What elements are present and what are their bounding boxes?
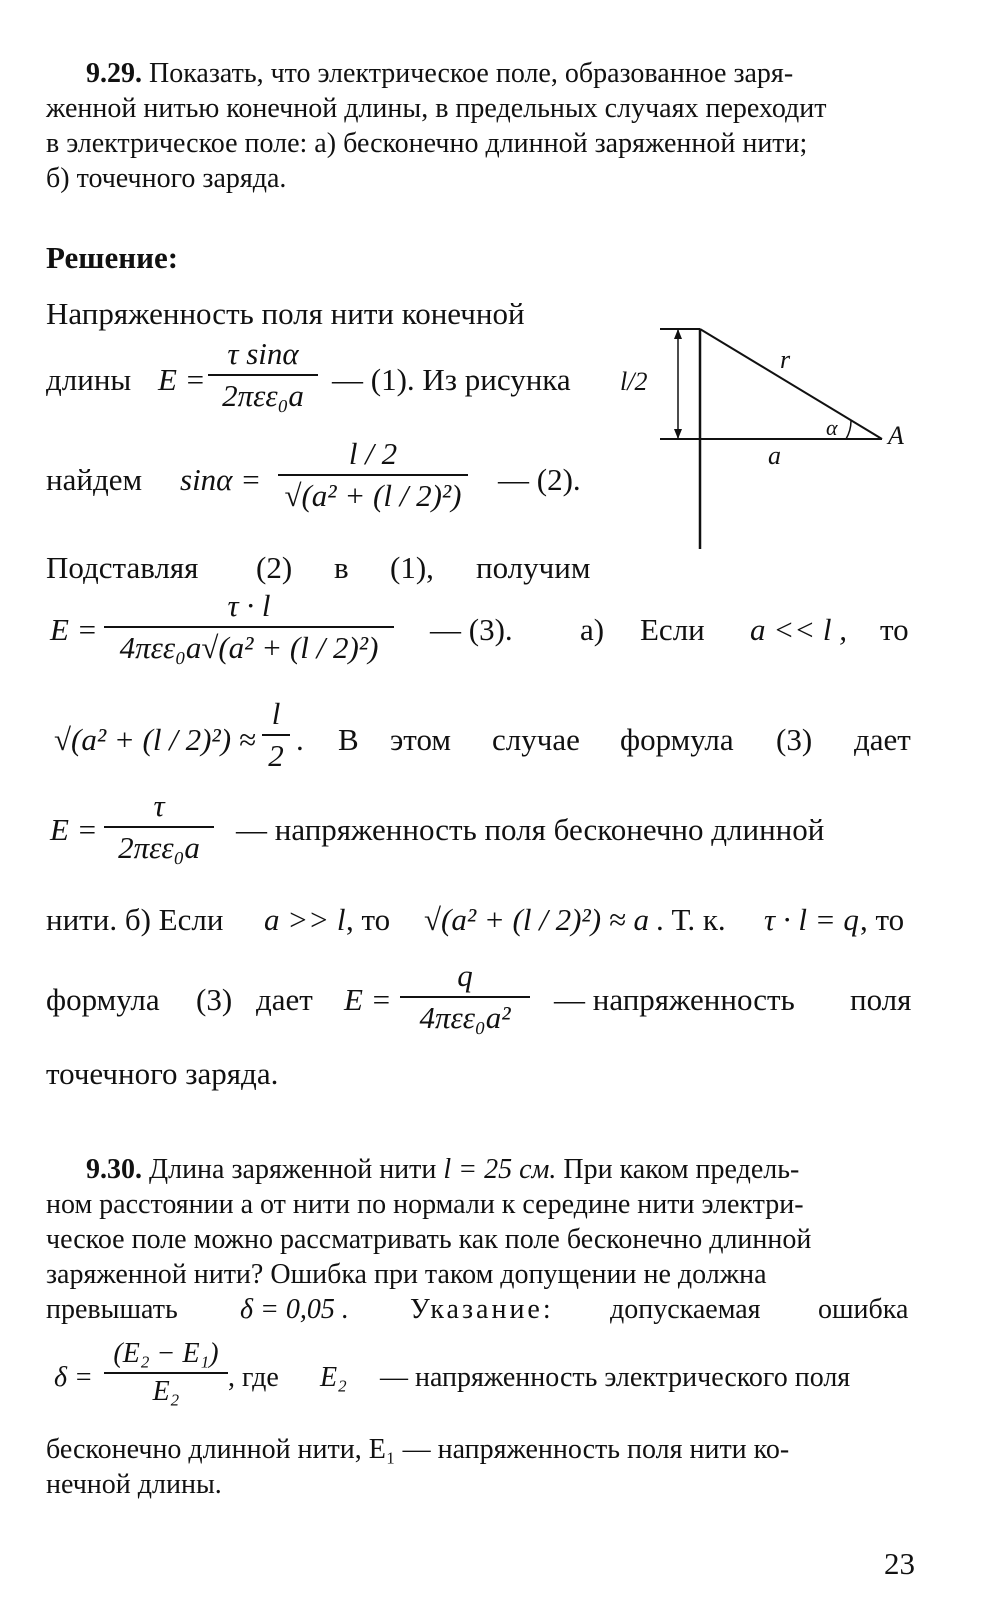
problem-930-line-3: ческое поле можно рассматривать как поле бесконечно длинной (46, 1224, 812, 1255)
solution-text-4d: (1), (390, 550, 434, 585)
problem-number: 9.30. (86, 1154, 142, 1185)
problem-929-line-4: б) точечного заряда. (46, 163, 287, 194)
solution-text-2b: — (1). Из рисунка (332, 362, 571, 397)
problem-930-line-1: 9.30. Длина заряженной нити l = 25 см. При каком предель- (86, 1154, 800, 1185)
solution-text-9a: формула (46, 982, 160, 1017)
solution-text-8g: , то (860, 902, 905, 937)
eq3-fraction (104, 588, 394, 666)
solution-text-4b: (2) (256, 550, 293, 585)
problem-930-line-7: бесконечно длинной нити, E₁ — напряженность поля нити ко- (46, 1434, 790, 1465)
solution-text-4a: Подставляя (46, 550, 199, 585)
solution-text-3b: — (2). (498, 462, 581, 497)
arrow-down-icon (674, 429, 682, 439)
solution-text-8c: , то (346, 902, 391, 937)
eq6-numerator: q (457, 958, 473, 993)
label-r: r (780, 345, 791, 374)
hypotenuse-r (700, 329, 882, 439)
label-half-length: l/2 (620, 367, 648, 396)
solution-text-4c: в (334, 550, 349, 585)
label-alpha: α (826, 415, 838, 440)
problem-930-line-6c: — напряженность электрического поля (380, 1362, 851, 1393)
eq1-lhs: E = (158, 362, 206, 397)
page-number: 23 (884, 1546, 915, 1581)
delta-eq-fraction (104, 1338, 228, 1408)
eq2-numerator: l / 2 (348, 436, 398, 471)
delta-eq-lhs: δ = (54, 1362, 93, 1393)
solution-text-10: точечного заряда. (46, 1056, 279, 1091)
problem-930-line-4: заряженной нити? Ошибка при таком допущении не должна (46, 1259, 767, 1290)
fraction-bar (104, 626, 394, 628)
problem-930-line-5a: превышать (46, 1294, 178, 1325)
problem-number: 9.29. (86, 58, 142, 89)
eq6-lhs: E = (344, 982, 392, 1017)
eq3-denominator: 4πεε₀a√(a² + (l / 2)²) (119, 630, 379, 665)
solution-text-8f: τ · l = q (764, 902, 859, 937)
solution-text-6f: (3) (776, 722, 813, 757)
solution-text-1: Напряженность поля нити конечной (46, 296, 525, 331)
solution-text-6e: формула (620, 722, 734, 757)
solution-text-6a: . (296, 722, 304, 757)
eq6-fraction (400, 958, 530, 1036)
solution-text-6g: дает (854, 722, 911, 757)
eq5-numerator: τ (153, 788, 165, 823)
eq4-fraction (262, 696, 290, 774)
solution-text-9b: (3) (196, 982, 233, 1017)
solution-text-8e: . Т. к. (656, 902, 726, 937)
solution-text-8b: a >> l (264, 902, 346, 937)
solution-text-3a: найдем (46, 462, 143, 497)
fraction-bar (262, 734, 290, 736)
eq1-numerator: τ sinα (227, 336, 299, 371)
delta-eq-numerator: (E₂ − E₁) (113, 1338, 219, 1369)
solution-text-6b: В (338, 722, 359, 757)
fraction-bar (208, 374, 318, 376)
figure-svg (620, 315, 920, 560)
solution-text-5d: a << l , (750, 612, 847, 647)
eq5-fraction (104, 788, 214, 866)
problem-929-line-3: в электрическое поле: а) бесконечно длинной заряженной нити; (46, 128, 808, 159)
eq1-denominator: 2πεε₀a (222, 378, 304, 413)
solution-heading: Решение: (46, 240, 179, 275)
solution-text-5b: а) (580, 612, 605, 647)
solution-text-8a: нити. б) Если (46, 902, 224, 937)
solution-text-9c: дает (256, 982, 313, 1017)
solution-text-7: — напряженность поля бесконечно длинной (236, 812, 825, 847)
problem-930-line-2: ном расстоянии a от нити по нормали к середине нити электри- (46, 1189, 804, 1220)
eq3-lhs: E = (50, 612, 98, 647)
solution-text-8d: √(a² + (l / 2)²) ≈ a (424, 902, 650, 937)
fraction-bar (400, 996, 530, 998)
arrow-up-icon (674, 329, 682, 339)
fraction-bar (104, 826, 214, 828)
solution-text-5e: то (880, 612, 909, 647)
eq2-fraction (278, 436, 468, 514)
solution-text-2a: длины (46, 362, 132, 397)
problem-930-line-5e: ошибка (818, 1294, 909, 1325)
problem-930-line-5d: допускаемая (610, 1294, 761, 1325)
eq4-denominator: 2 (268, 738, 284, 773)
label-distance-a: a (768, 441, 781, 470)
delta-eq-denominator: E₂ (152, 1376, 180, 1407)
problem-929-line-2: женной нитью конечной длины, в предельных случаях переходит (46, 93, 827, 124)
problem-930-line-5c: Указание: (410, 1294, 554, 1325)
eq3-numerator: τ · l (227, 588, 271, 623)
problem-930-line-6a: , где (228, 1362, 279, 1393)
angle-arc (846, 421, 851, 439)
solution-text-9d: — напряженность (554, 982, 795, 1017)
problem-930-line-5b: δ = 0,05 . (240, 1294, 349, 1325)
problem-930-line-6b: E₂ (320, 1362, 347, 1393)
solution-text-9e: поля (850, 982, 912, 1017)
solution-text-6d: случае (492, 722, 580, 757)
eq2-lhs: sinα = (180, 462, 262, 497)
solution-text-5c: Если (640, 612, 705, 647)
eq5-lhs: E = (50, 812, 98, 847)
eq6-denominator: 4πεε₀a² (419, 1000, 511, 1035)
eq2-denominator: √(a² + (l / 2)²) (284, 478, 462, 513)
figure-diagram (620, 315, 920, 560)
fraction-bar (278, 474, 468, 476)
eq1-fraction (208, 336, 318, 414)
fraction-bar (104, 1372, 228, 1374)
solution-text-4e: получим (476, 550, 591, 585)
label-point-a: A (888, 421, 904, 450)
problem-930-line-8: нечной длины. (46, 1469, 222, 1500)
solution-text-5a: — (3). (430, 612, 513, 647)
eq5-denominator: 2πεε₀a (118, 830, 200, 865)
solution-text-6c: этом (390, 722, 451, 757)
eq4: √(a² + (l / 2)²) ≈ (54, 722, 256, 757)
eq4-numerator: l (271, 696, 281, 731)
problem-929-line-1: 9.29. Показать, что электрическое поле, образованное заря- (86, 58, 794, 89)
